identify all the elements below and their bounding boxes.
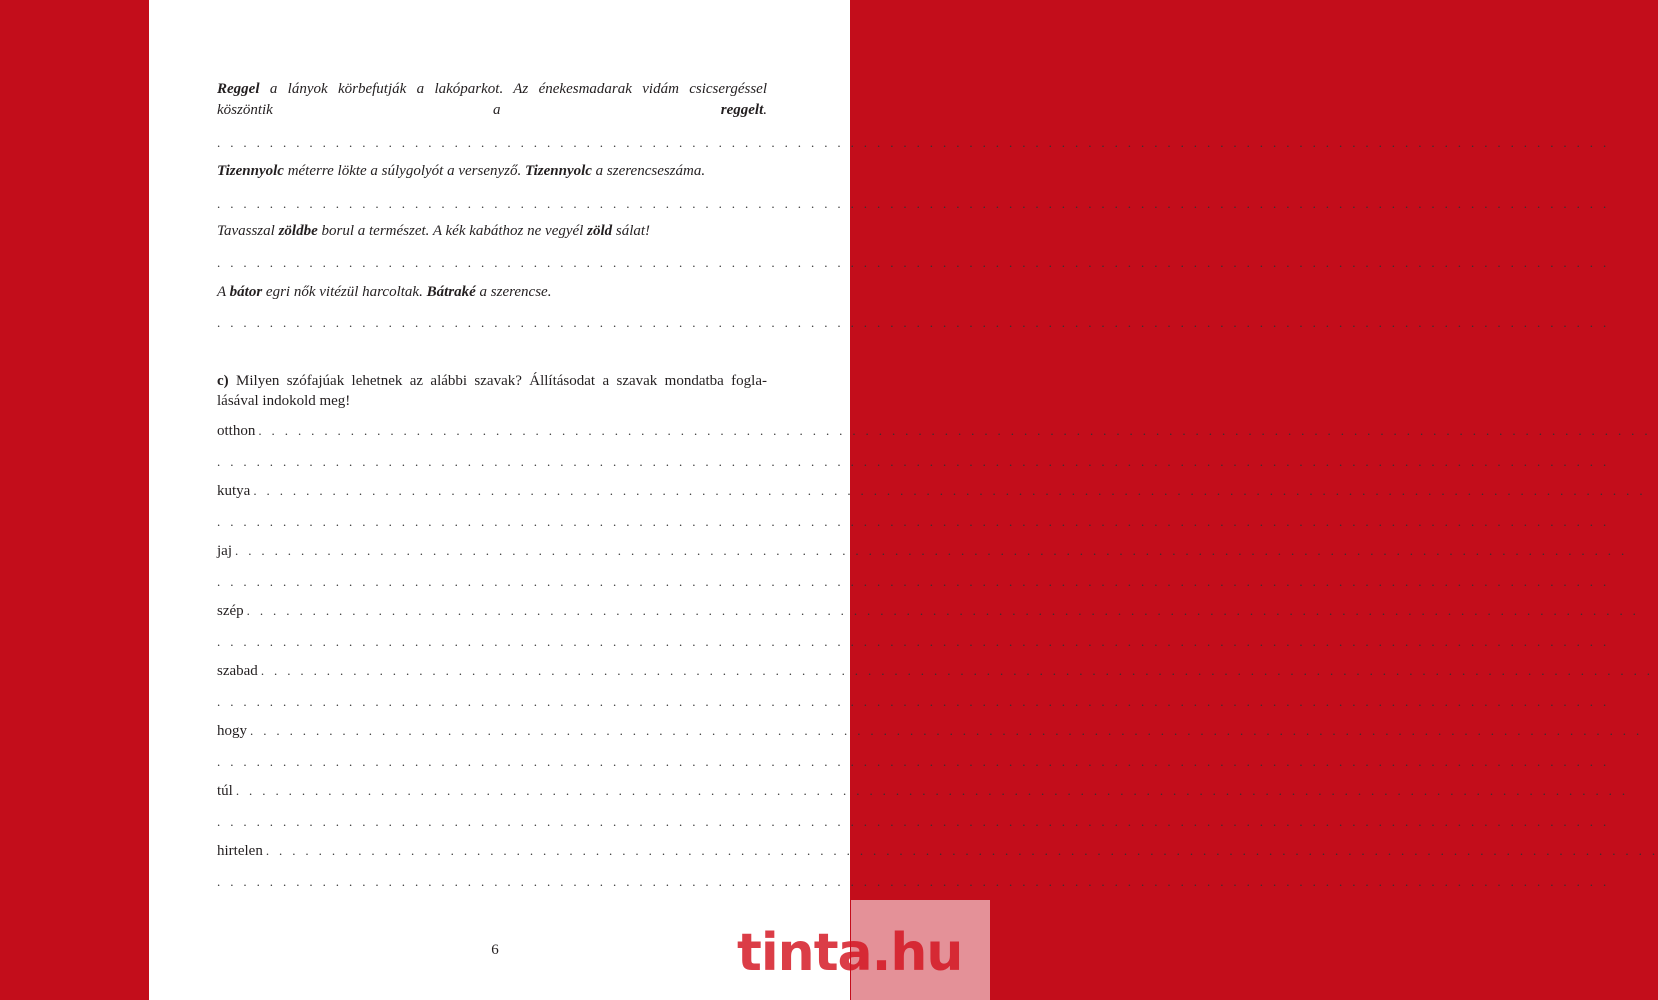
sentence-pair-2 [217, 161, 767, 182]
sentence-text: A [217, 284, 230, 300]
sentence-pair-1 [217, 79, 767, 121]
answer-line: . . . . . . . . . . . . . . . . . . . . . . . . . . . . . . . . . . . . . . . . . . . . . . . . . . . . . . . . . . . . . . . . . . . . . . . . . . . . . . . . . . . . . . . . . . . . . . . . . . . . . . . . . . [246, 603, 1640, 618]
highlighted-word: Reggel [217, 81, 260, 97]
watermark-logo: tinta.hu [737, 923, 963, 983]
answer-line: . . . . . . . . . . . . . . . . . . . . . . . . . . . . . . . . . . . . . . . . . . . . . . . . . . . . . . . . . . . . . . . . . . . . . . . . . . . . . . . . . . . . . . . . . . . . . . . . . . . . . . . . . . [217, 315, 1610, 330]
answer-line: . . . . . . . . . . . . . . . . . . . . . . . . . . . . . . . . . . . . . . . . . . . . . . . . . . . . . . . . . . . . . . . . . . . . . . . . . . . . . . . . . . . . . . . . . . . . . . . . . . . . . . . . . . [265, 843, 1658, 858]
page-number: 6 [491, 942, 499, 958]
highlighted-word: Tizennyolc [217, 163, 284, 179]
answer-line: . . . . . . . . . . . . . . . . . . . . . . . . . . . . . . . . . . . . . . . . . . . . . . . . . . . . . . . . . . . . . . . . . . . . . . . . . . . . . . . . . . . . . . . . . . . . . . . . . . . . . . . . . . [235, 783, 1629, 798]
sentence-text: sálat! [612, 223, 651, 239]
word-label: hogy [217, 723, 247, 739]
word-label: szép [217, 603, 244, 619]
exercise-label: c) [217, 373, 229, 389]
word-answer-row [217, 781, 1629, 801]
word-answer-row [217, 721, 1643, 741]
word-label: túl [217, 783, 233, 799]
highlighted-word: Tizennyolc [524, 163, 592, 179]
word-label: otthon [217, 423, 256, 439]
word-answer-row [217, 541, 1628, 561]
instruction-line-2: lásával indokold meg! [217, 393, 351, 409]
answer-line: . . . . . . . . . . . . . . . . . . . . . . . . . . . . . . . . . . . . . . . . . . . . . . . . . . . . . . . . . . . . . . . . . . . . . . . . . . . . . . . . . . . . . . . . . . . . . . . . . . . . . . . . . . [253, 483, 1646, 498]
sentence-text: . [763, 102, 767, 118]
word-answer-row [217, 481, 1646, 501]
highlighted-word: Bátraké [426, 284, 476, 300]
answer-line: . . . . . . . . . . . . . . . . . . . . . . . . . . . . . . . . . . . . . . . . . . . . . . . . . . . . . . . . . . . . . . . . . . . . . . . . . . . . . . . . . . . . . . . . . . . . . . . . . . . . . . . . . . [217, 454, 1610, 469]
sentence-text: a lányok körbefutják a lakóparkot. Az énekesmadarak vidám csicsergéssel [259, 81, 767, 97]
word-label: hirtelen [217, 843, 263, 859]
answer-line: . . . . . . . . . . . . . . . . . . . . . . . . . . . . . . . . . . . . . . . . . . . . . . . . . . . . . . . . . . . . . . . . . . . . . . . . . . . . . . . . . . . . . . . . . . . . . . . . . . . . . . . . . . [217, 694, 1610, 709]
sentence-text: köszöntik a [217, 102, 721, 118]
word-label: kutya [217, 483, 251, 499]
answer-line: . . . . . . . . . . . . . . . . . . . . . . . . . . . . . . . . . . . . . . . . . . . . . . . . . . . . . . . . . . . . . . . . . . . . . . . . . . . . . . . . . . . . . . . . . . . . . . . . . . . . . . . . . . [217, 135, 1610, 150]
sentence-text: a szerencseszáma. [591, 163, 706, 179]
answer-line: . . . . . . . . . . . . . . . . . . . . . . . . . . . . . . . . . . . . . . . . . . . . . . . . . . . . . . . . . . . . . . . . . . . . . . . . . . . . . . . . . . . . . . . . . . . . . . . . . . . . . . . . . . [235, 543, 1628, 558]
exercise-c-instruction [217, 371, 767, 411]
answer-line: . . . . . . . . . . . . . . . . . . . . . . . . . . . . . . . . . . . . . . . . . . . . . . . . . . . . . . . . . . . . . . . . . . . . . . . . . . . . . . . . . . . . . . . . . . . . . . . . . . . . . . . . . . [260, 663, 1654, 678]
sentence-text: méterre lökte a súlygolyót a versenyző. [283, 163, 525, 179]
answer-line: . . . . . . . . . . . . . . . . . . . . . . . . . . . . . . . . . . . . . . . . . . . . . . . . . . . . . . . . . . . . . . . . . . . . . . . . . . . . . . . . . . . . . . . . . . . . . . . . . . . . . . . . . . [250, 723, 1643, 738]
sentence-pair-3 [217, 221, 767, 242]
highlighted-word: zöldbe [278, 223, 318, 239]
sentence-pair-4 [217, 282, 767, 303]
word-label: szabad [217, 663, 258, 679]
answer-line: . . . . . . . . . . . . . . . . . . . . . . . . . . . . . . . . . . . . . . . . . . . . . . . . . . . . . . . . . . . . . . . . . . . . . . . . . . . . . . . . . . . . . . . . . . . . . . . . . . . . . . . . . . [217, 574, 1610, 589]
word-answer-row [217, 661, 1654, 681]
word-label: jaj [217, 543, 232, 559]
word-answer-row [217, 421, 1651, 441]
highlighted-word: zöld [587, 223, 613, 239]
answer-line: . . . . . . . . . . . . . . . . . . . . . . . . . . . . . . . . . . . . . . . . . . . . . . . . . . . . . . . . . . . . . . . . . . . . . . . . . . . . . . . . . . . . . . . . . . . . . . . . . . . . . . . . . . [217, 814, 1610, 829]
answer-line: . . . . . . . . . . . . . . . . . . . . . . . . . . . . . . . . . . . . . . . . . . . . . . . . . . . . . . . . . . . . . . . . . . . . . . . . . . . . . . . . . . . . . . . . . . . . . . . . . . . . . . . . . . [217, 874, 1610, 889]
answer-line: . . . . . . . . . . . . . . . . . . . . . . . . . . . . . . . . . . . . . . . . . . . . . . . . . . . . . . . . . . . . . . . . . . . . . . . . . . . . . . . . . . . . . . . . . . . . . . . . . . . . . . . . . . [217, 514, 1610, 529]
answer-line: . . . . . . . . . . . . . . . . . . . . . . . . . . . . . . . . . . . . . . . . . . . . . . . . . . . . . . . . . . . . . . . . . . . . . . . . . . . . . . . . . . . . . . . . . . . . . . . . . . . . . . . . . . [217, 196, 1610, 211]
sentence-text: a szerencse. [475, 284, 552, 300]
sentence-text: egri nők vitézül harcoltak. [262, 284, 427, 300]
sentence-text: Tavasszal [217, 223, 279, 239]
answer-line: . . . . . . . . . . . . . . . . . . . . . . . . . . . . . . . . . . . . . . . . . . . . . . . . . . . . . . . . . . . . . . . . . . . . . . . . . . . . . . . . . . . . . . . . . . . . . . . . . . . . . . . . . . [217, 754, 1610, 769]
highlighted-word: reggelt [720, 102, 764, 118]
word-answer-row [217, 841, 1658, 861]
word-answer-row [217, 601, 1640, 621]
sentence-text: borul a természet. A kék kabáthoz ne vegyél [317, 223, 588, 239]
answer-line: . . . . . . . . . . . . . . . . . . . . . . . . . . . . . . . . . . . . . . . . . . . . . . . . . . . . . . . . . . . . . . . . . . . . . . . . . . . . . . . . . . . . . . . . . . . . . . . . . . . . . . . . . . [258, 423, 1651, 438]
answer-line: . . . . . . . . . . . . . . . . . . . . . . . . . . . . . . . . . . . . . . . . . . . . . . . . . . . . . . . . . . . . . . . . . . . . . . . . . . . . . . . . . . . . . . . . . . . . . . . . . . . . . . . . . . [217, 634, 1610, 649]
instruction-line-1: Milyen szófajúak lehetnek az alábbi szavak? Állításodat a szavak mondatba fogla- [228, 373, 767, 389]
highlighted-word: bátor [229, 284, 263, 300]
answer-line: . . . . . . . . . . . . . . . . . . . . . . . . . . . . . . . . . . . . . . . . . . . . . . . . . . . . . . . . . . . . . . . . . . . . . . . . . . . . . . . . . . . . . . . . . . . . . . . . . . . . . . . . . . [217, 255, 1610, 270]
